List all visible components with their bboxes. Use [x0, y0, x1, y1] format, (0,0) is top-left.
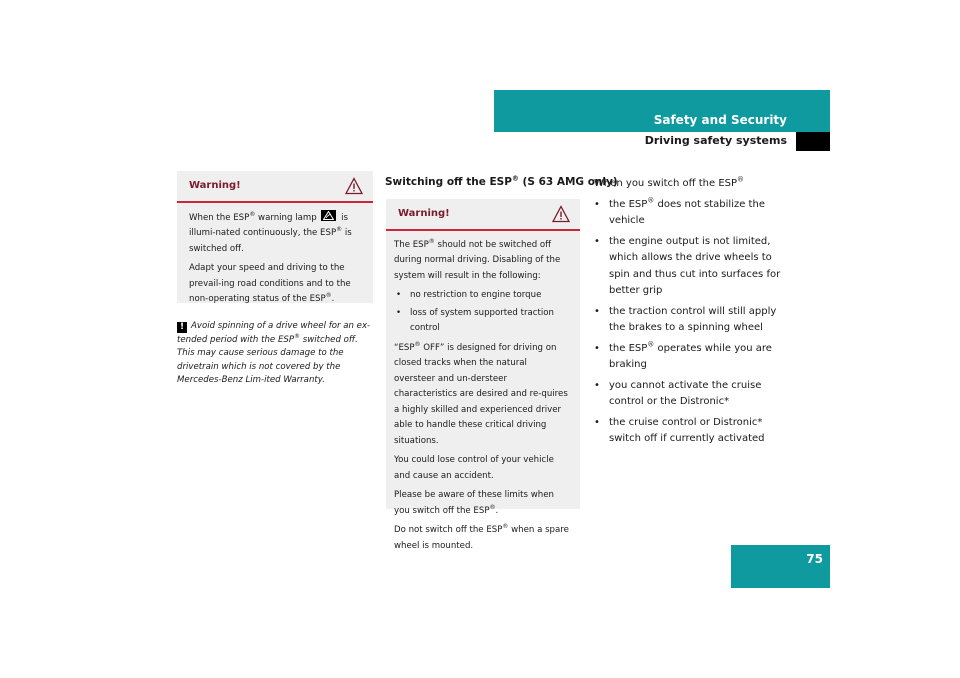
text: OFF” is designed for driving on closed tracks when the natural oversteer and un-dersteer characteristics are desired and re-quires a highly skilled and experienced driver able to handle these critical driving situations. — [394, 342, 568, 446]
note-text: Avoid spinning of a drive wheel for an ex-tended period with the ESP — [177, 321, 371, 345]
text: Adapt your speed and driving to the prevail-ing road conditions and to the non-operating status of the ESP — [189, 263, 351, 304]
heading-text: Switching off the ESP — [385, 176, 512, 188]
warning-paragraph — [189, 261, 363, 308]
effects-list — [594, 197, 794, 448]
registered-mark: ® — [647, 340, 655, 349]
text: When you switch off the ESP — [594, 178, 738, 189]
registered-mark: ® — [336, 226, 343, 234]
esp-warning-lamp-icon — [321, 210, 336, 221]
warning-paragraph — [394, 341, 570, 450]
header-black-tab — [796, 132, 830, 151]
text: should not be switched off during normal driving. Disabling of the system will result in the following: — [394, 239, 561, 281]
warning-box-middle — [386, 199, 580, 551]
text: the ESP — [609, 342, 648, 354]
right-column — [594, 176, 794, 452]
text: when a spare wheel is mounted. — [394, 525, 569, 551]
registered-mark: ® — [511, 174, 519, 183]
warning-box-left — [177, 171, 373, 303]
registered-mark: ® — [502, 523, 509, 531]
warning-triangle-icon — [552, 205, 570, 223]
list-item: • loss of system supported traction control — [394, 306, 570, 337]
warning-paragraph — [394, 523, 570, 554]
text: . — [495, 505, 499, 516]
heading-text: (S 63 AMG only) — [518, 176, 618, 188]
warning-list — [394, 288, 570, 337]
warning-body — [386, 231, 580, 565]
exclamation-icon: ! — [177, 322, 187, 333]
list-item: • the engine output is not limited, which allows the drive wheels to spin and thus cut into surfaces for better grip — [594, 234, 794, 300]
text: . — [331, 294, 335, 304]
warning-paragraph — [189, 210, 363, 258]
list-item — [594, 341, 794, 374]
header-band — [494, 90, 830, 132]
registered-mark: ® — [647, 196, 655, 205]
page-number: 75 — [806, 552, 823, 566]
warning-paragraph: You could lose control of your vehicle and cause an accident. — [394, 455, 554, 481]
registered-mark: ® — [428, 237, 435, 245]
text: operates while you are braking — [609, 342, 772, 370]
registered-mark: ® — [414, 340, 421, 348]
text: When the ESP — [189, 212, 250, 223]
warning-paragraph — [394, 488, 570, 519]
list-item — [594, 197, 794, 230]
section-title: Safety and Security — [653, 113, 787, 127]
page-number-box — [731, 545, 830, 588]
list-item: • the cruise control or Distronic* switch off if currently activated — [594, 415, 794, 448]
subsection-title: Driving safety systems — [644, 134, 787, 147]
warning-title: Warning! — [398, 208, 450, 219]
warning-paragraph — [394, 238, 570, 285]
registered-mark: ® — [737, 175, 745, 184]
note-text: switched off. This may cause serious damage to the drivetrain which is not covered by the Mercedes-Benz Lim-ited Warranty. — [177, 334, 358, 385]
text: does not stabilize the vehicle — [609, 198, 765, 226]
text: is switched off. — [189, 228, 352, 254]
text: The ESP — [394, 239, 429, 250]
section-heading — [385, 176, 618, 188]
text: Please be aware of these limits when you switch off the ESP — [394, 490, 554, 516]
warning-header — [386, 199, 580, 229]
intro-text — [594, 176, 794, 193]
list-item: • no restriction to engine torque — [394, 288, 570, 304]
warning-body — [177, 203, 373, 318]
warning-triangle-icon — [345, 177, 363, 195]
warning-header — [177, 171, 373, 201]
caution-note — [177, 320, 373, 388]
registered-mark: ® — [294, 332, 301, 340]
text: is illumi-nated continuously, the ESP — [189, 212, 349, 238]
list-item: • the traction control will still apply the brakes to a spinning wheel — [594, 304, 794, 337]
text: warning lamp — [255, 212, 317, 223]
text: the ESP — [609, 198, 648, 210]
subsection-bar — [494, 132, 830, 151]
list-item: • you cannot activate the cruise control or the Distronic* — [594, 378, 794, 411]
registered-mark: ® — [325, 292, 332, 300]
text: Do not switch off the ESP — [394, 525, 503, 535]
registered-mark: ® — [249, 210, 256, 218]
text: “ESP — [394, 342, 415, 353]
registered-mark: ® — [489, 503, 496, 511]
warning-title: Warning! — [189, 180, 241, 191]
